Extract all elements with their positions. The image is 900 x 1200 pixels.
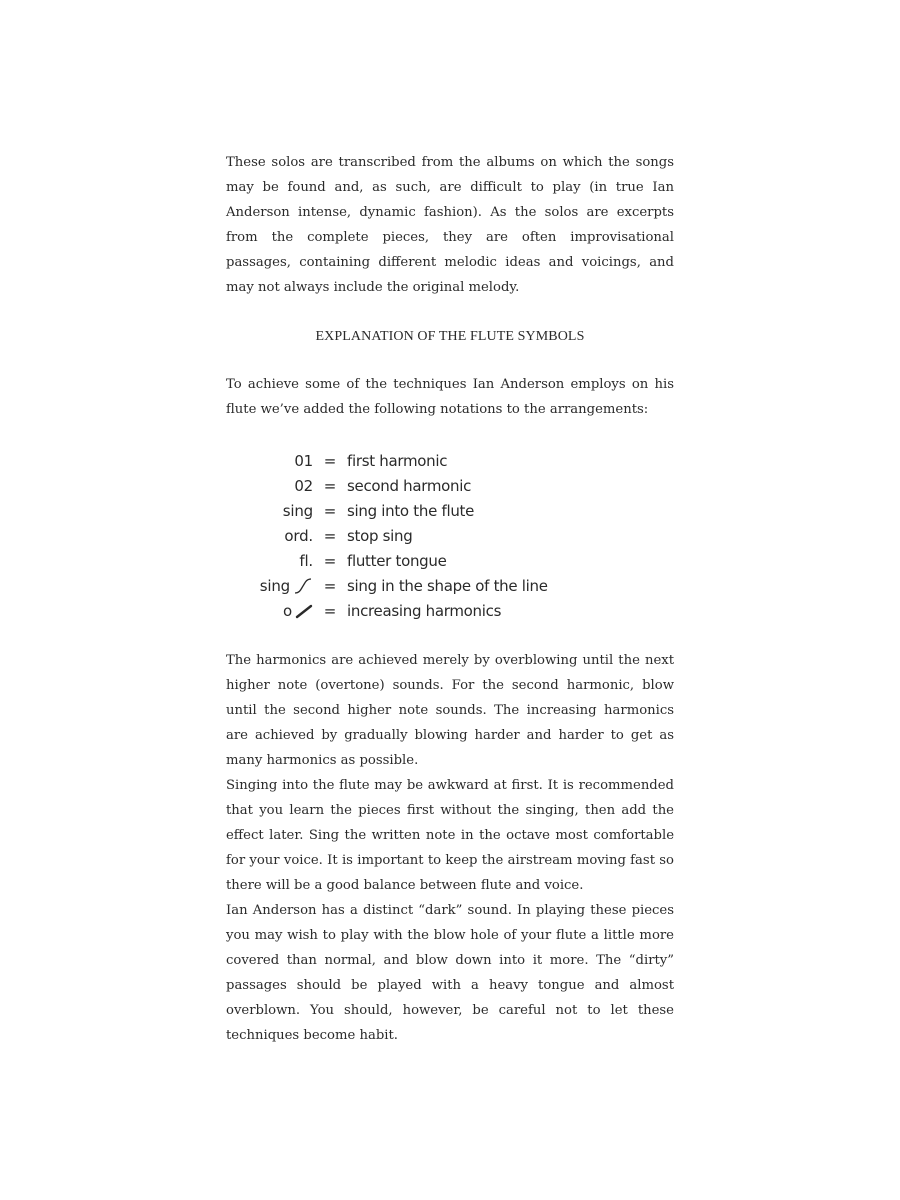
dark-sound-paragraph: Ian Anderson has a distinct “dark” sound. In playing these pieces you may wish to play with the blow hole of your flute a little more covered than normal, and blow down into it more. The “dirty” passages should be played with a heavy tongue and almost overblown. You should, however, be careful not to let these techniques become habit. (226, 903, 674, 1043)
symbol-description: flutter tongue (347, 551, 447, 570)
symbol-description: sing in the shape of the line (347, 576, 548, 595)
symbol-key (226, 527, 313, 545)
symbol-key (226, 576, 313, 596)
symbol-description: increasing harmonics (347, 601, 502, 620)
lead-paragraph: To achieve some of the techniques Ian Anderson employs on his flute we’ve added the following notations to the arrangements: (226, 377, 674, 417)
singing-paragraph: Singing into the flute may be awkward at first. It is recommended that you learn the pieces first without the singing, then add the effect later. Sing the written note in the octave most comfortable for your voice. It is important to keep the airstream moving fast so there will be a good balance between flute and voice. (226, 778, 674, 893)
symbol-key-text: sing (282, 501, 313, 520)
symbol-description: second harmonic (347, 476, 472, 495)
equals-sign: = (323, 501, 337, 520)
equals-sign: = (323, 476, 337, 495)
symbol-key (226, 502, 313, 520)
symbol-key-text: 01 (294, 451, 313, 470)
symbol-row (226, 523, 674, 548)
curve-line-icon (293, 576, 313, 596)
symbol-key (226, 477, 313, 495)
intro-paragraph: These solos are transcribed from the albums on which the songs may be found and, as such, are difficult to play (in true Ian Anderson intense, dynamic fashion). As the solos are excerpts from the complete pieces, they are often improvisational passages, containing different melodic ideas and voicings, and may not always include the original melody. (226, 155, 674, 295)
harmonics-paragraph: The harmonics are achieved merely by overblowing until the next higher note (overtone) sounds. For the second harmonic, blow until the second higher note sounds. The increasing harmonics are achieved by gradually blowing harder and harder to get as many harmonics as possible. (226, 653, 674, 768)
symbol-key (226, 452, 313, 470)
symbol-row (226, 448, 674, 473)
symbol-key-text: ord. (284, 526, 313, 545)
symbol-description: first harmonic (347, 451, 448, 470)
symbol-key-text: 02 (294, 476, 313, 495)
symbol-list (226, 448, 674, 623)
symbol-key-text: fl. (299, 551, 313, 570)
equals-sign: = (323, 526, 337, 545)
equals-sign: = (323, 576, 337, 595)
equals-sign: = (323, 551, 337, 570)
symbol-row (226, 598, 674, 623)
equals-sign: = (323, 451, 337, 470)
symbol-row (226, 573, 674, 598)
notes-section (226, 648, 674, 1048)
symbol-row (226, 548, 674, 573)
symbol-row (226, 498, 674, 523)
section-heading: EXPLANATION OF THE FLUTE SYMBOLS (315, 329, 585, 344)
symbol-key-text: sing (259, 576, 290, 595)
symbol-key-text: o (283, 601, 292, 620)
symbol-description: sing into the flute (347, 501, 475, 520)
rising-line-icon (295, 602, 313, 620)
page-content (226, 150, 674, 1048)
symbol-key (226, 602, 313, 620)
symbol-row (226, 473, 674, 498)
equals-sign: = (323, 601, 337, 620)
symbol-key (226, 552, 313, 570)
symbol-description: stop sing (347, 526, 413, 545)
